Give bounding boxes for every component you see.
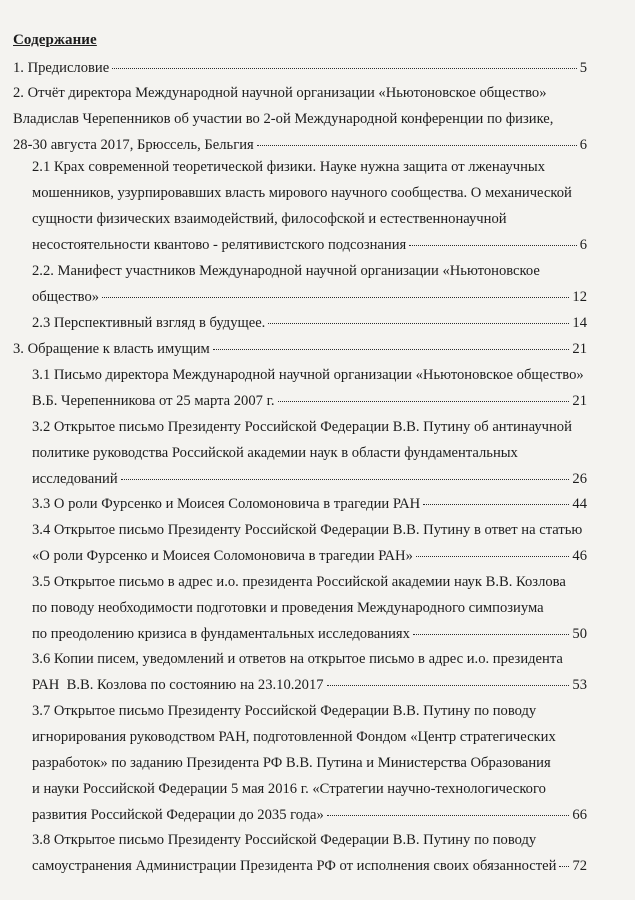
toc-entry-line: 3.4 Открытое письмо Президенту Российской Федерации В.В. Путину в ответ на статью — [32, 522, 583, 538]
toc-entry-line: 3.7 Открытое письмо Президенту Российской Федерации В.В. Путину по поводу — [32, 703, 537, 719]
toc-entry-line: по поводу необходимости подготовки и проведения Международного симпозиума — [32, 600, 544, 616]
toc-entry-line: политике руководства Российской академии наук в области фундаментальных — [32, 445, 518, 461]
toc-page-number: 66 — [572, 807, 587, 823]
toc-entry-text: самоустранения Администрации Президента РФ от исполнения своих обязанностей — [32, 858, 557, 874]
toc-entry-line — [13, 136, 587, 154]
toc-entry-text: развития Российской Федерации до 2035 года» — [32, 807, 324, 823]
toc-page-number: 21 — [572, 341, 587, 357]
toc-entry-text: несостоятельности квантово - релятивистского подсознания — [32, 237, 407, 253]
toc-entry-line: разработок» по заданию Президента РФ В.В. Путина и Министерства Образования — [32, 755, 551, 771]
toc-entry-line — [13, 340, 587, 358]
dot-leader — [121, 478, 570, 480]
toc-entry-line: 3.8 Открытое письмо Президенту Российской Федерации В.В. Путину по поводу — [32, 832, 537, 848]
dot-leader — [409, 244, 576, 246]
toc-entry-text: 3. Обращение к власть имущим — [13, 341, 210, 357]
toc-entry-line: мошенников, узурпировавших власть мирового научного сообщества. О механической — [32, 185, 572, 201]
toc-entry-text: 3.3 О роли Фурсенко и Моисея Соломоновича в трагедии РАН — [32, 496, 421, 512]
dot-leader — [327, 684, 570, 686]
toc-entry-line — [32, 676, 587, 694]
dot-leader — [559, 865, 569, 867]
toc-page-number: 21 — [572, 393, 587, 409]
toc-entry-line — [32, 470, 587, 488]
toc-entry-text: общество» — [32, 289, 100, 305]
toc-entry-text: 28-30 августа 2017, Брюссель, Бельгия — [13, 137, 254, 153]
toc-entry-line — [32, 806, 587, 824]
toc-entry-line — [32, 288, 587, 306]
toc-entry-line — [13, 59, 587, 77]
toc-entry-text: исследований — [32, 471, 118, 487]
toc-entry-line — [32, 495, 587, 513]
dot-leader — [416, 555, 570, 557]
dot-leader — [268, 322, 569, 324]
dot-leader — [112, 67, 577, 69]
toc-entry-line: 3.6 Копии писем, уведомлений и ответов на открытое письмо в адрес и.о. президента — [32, 651, 563, 667]
toc-entry-text: В.Б. Черепенникова от 25 марта 2007 г. — [32, 393, 275, 409]
toc-entry-line: 3.2 Открытое письмо Президенту Российской Федерации В.В. Путину об антинаучной — [32, 419, 572, 435]
toc-entry-line — [32, 236, 587, 254]
toc-entry-text: РАН В.В. Козлова по состоянию на 23.10.2017 — [32, 677, 324, 693]
toc-entry-line: и науки Российской Федерации 5 мая 2016 г. «Стратегии научно-технологического — [32, 781, 546, 797]
toc-page-number: 50 — [572, 626, 587, 642]
toc-page-number: 46 — [572, 548, 587, 564]
toc-entry-line — [32, 625, 587, 643]
toc-entry-line — [32, 547, 587, 565]
toc-page-number: 53 — [572, 677, 587, 693]
toc-entry-text: «О роли Фурсенко и Моисея Соломоновича в трагедии РАН» — [32, 548, 413, 564]
toc-entry-text: 2.3 Перспективный взгляд в будущее. — [32, 315, 266, 331]
toc-entry-line — [32, 314, 587, 332]
toc-entry-line: 2. Отчёт директора Международной научной организации «Ньютоновское общество» — [13, 85, 547, 101]
toc-page-number: 5 — [579, 60, 587, 76]
dot-leader — [257, 144, 577, 146]
toc-entry-line: сущности физических взаимодействий, философской и естественнонаучной — [32, 211, 507, 227]
toc-page-number: 14 — [572, 315, 587, 331]
toc-page-number: 12 — [572, 289, 587, 305]
toc-page-number: 72 — [572, 858, 588, 874]
toc-entry-line: 3.5 Открытое письмо в адрес и.о. президента Российской академии наук В.В. Козлова — [32, 574, 566, 590]
toc-entry-line: игнорирования руководством РАН, подготовленной Фондом «Центр стратегических — [32, 729, 556, 745]
toc-entry-line: 3.1 Письмо директора Международной научной организации «Ньютоновское общество» — [32, 367, 584, 383]
dot-leader — [213, 348, 570, 350]
toc-entry-line — [32, 857, 587, 875]
dot-leader — [278, 400, 570, 402]
toc-entry-line: 2.2. Манифест участников Международной научной организации «Ньютоновское — [32, 263, 540, 279]
toc-entry-text: по преодолению кризиса в фундаментальных исследованиях — [32, 626, 410, 642]
dot-leader — [327, 814, 570, 816]
toc-entry-line: 2.1 Крах современной теоретической физики. Науке нужна защита от лженаучных — [32, 159, 545, 175]
toc-page-number: 44 — [572, 496, 587, 512]
toc-entry-line: Владислав Черепенников об участии во 2-ой Международной конференции по физике, — [13, 111, 554, 127]
dot-leader — [413, 633, 569, 635]
dot-leader — [102, 296, 569, 298]
toc-page-number: 26 — [572, 471, 587, 487]
toc-title: Содержание — [13, 32, 97, 48]
toc-entry-text: 1. Предисловие — [13, 60, 110, 76]
toc-page-number: 6 — [579, 137, 587, 153]
toc-entry-line — [32, 392, 587, 410]
toc-page-number: 6 — [579, 237, 587, 253]
dot-leader — [423, 503, 569, 505]
